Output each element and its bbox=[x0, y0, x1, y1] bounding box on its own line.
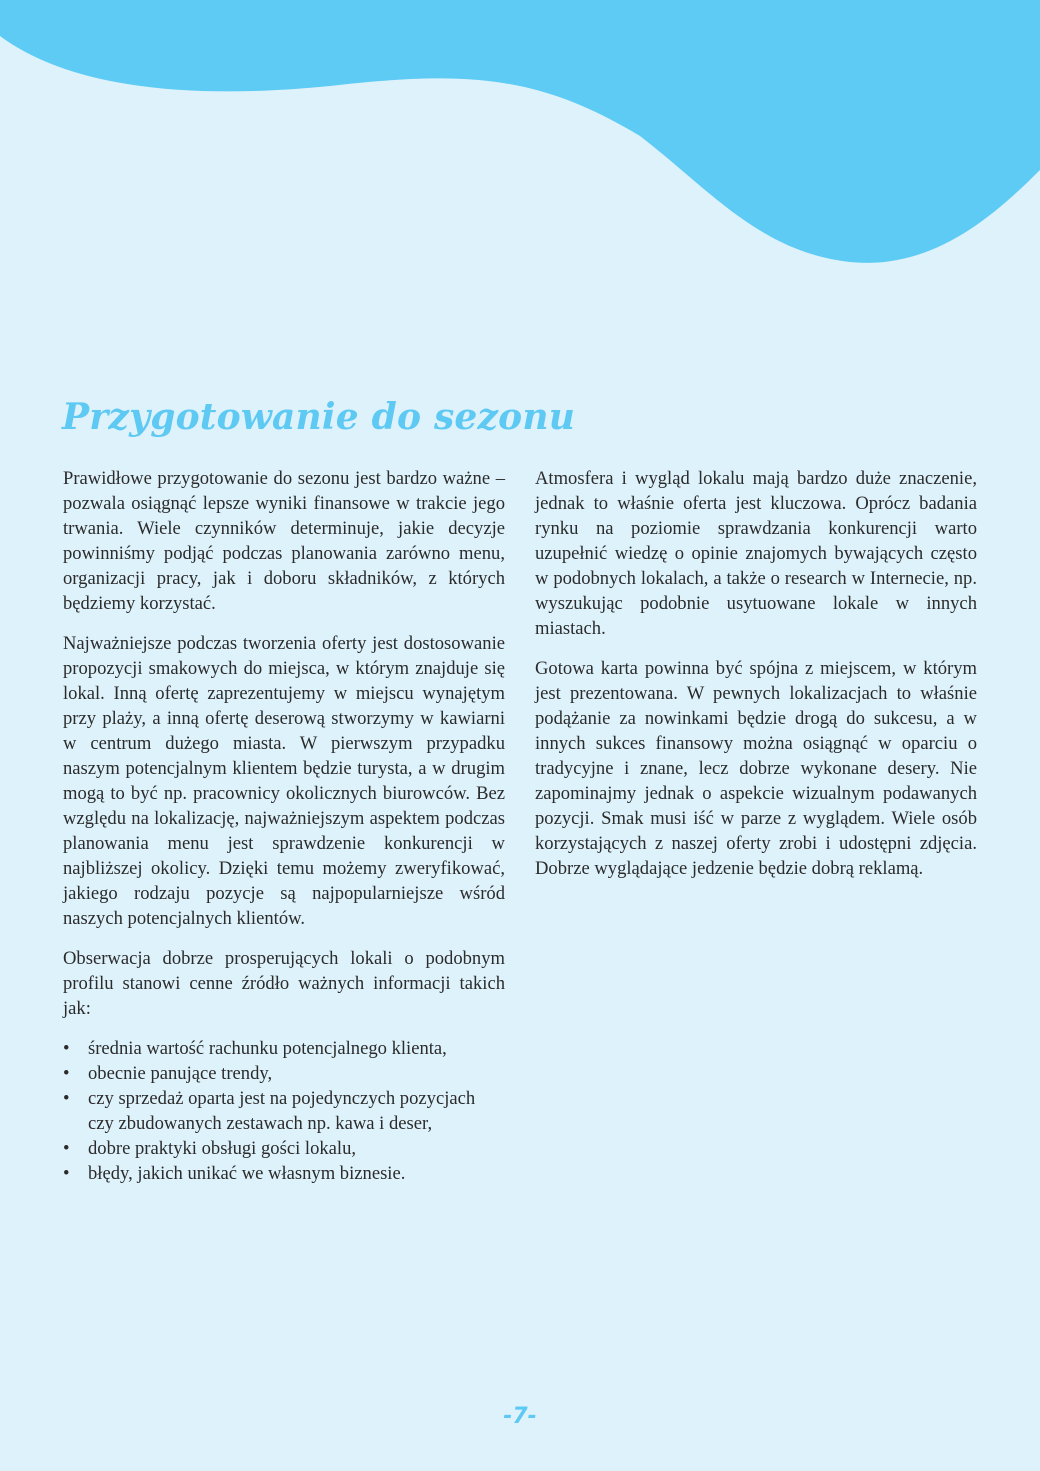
page-title: Przygotowanie do sezonu bbox=[62, 396, 576, 438]
left-column bbox=[63, 466, 505, 1186]
bullet-item bbox=[63, 1136, 505, 1161]
bullet-icon: • bbox=[63, 1038, 70, 1059]
bullet-list bbox=[63, 1036, 505, 1186]
paragraph: Prawidłowe przygotowanie do sezonu jest bardzo ważne – pozwala osiągnąć lepsze wyniki finansowe w trakcie jego trwania. Wiele czynników determinuje, jakie decyzje powinniśmy podjąć podczas planowania zarówno menu, organizacji pracy, jak i doboru składników, z których będziemy korzystać. bbox=[63, 468, 505, 614]
paragraph: Atmosfera i wygląd lokalu mają bardzo duże znaczenie, jednak to właśnie oferta jest kluczowa. Oprócz badania rynku na poziomie sprawdzania konkurencji warto uzupełnić wiedzę o opinie znajomych bywających często w podobnych lokalach, a także o research w Internecie, np. wyszukując podobnie usytuowane lokale w innych miastach. bbox=[535, 468, 977, 639]
wave-shape bbox=[0, 0, 1040, 263]
bullet-item bbox=[63, 1161, 505, 1186]
bullet-item bbox=[63, 1061, 505, 1086]
right-column bbox=[535, 466, 977, 896]
bullet-icon: • bbox=[63, 1163, 70, 1184]
bullet-icon: • bbox=[63, 1063, 70, 1084]
bullet-text: średnia wartość rachunku potencjalnego klienta, bbox=[88, 1038, 447, 1059]
bullet-item bbox=[63, 1036, 505, 1061]
bullet-text: dobre praktyki obsługi gości lokalu, bbox=[88, 1138, 357, 1159]
bullet-text: czy sprzedaż oparta jest na pojedynczych pozycjach czy zbudowanych zestawach np. kawa i deser, bbox=[88, 1088, 476, 1134]
bullet-text: obecnie panujące trendy, bbox=[88, 1063, 273, 1084]
bullet-icon: • bbox=[63, 1138, 70, 1159]
paragraph: Obserwacja dobrze prosperujących lokali o podobnym profilu stanowi cenne źródło ważnych informacji takich jak: bbox=[63, 948, 505, 1019]
paragraph: Najważniejsze podczas tworzenia oferty jest dostosowanie propozycji smakowych do miejsca, w którym znajduje się lokal. Inną ofertę zaprezentujemy w miejscu wynajętym przy plaży, a inną ofertę deserową stworzymy w kawiarni w centrum dużego miasta. W pierwszym przypadku naszym potencjalnym klientem będzie turysta, a w drugim mogą to być np. pracownicy okolicznych biurowców. Bez względu na lokalizację, najważniejszym aspektem podczas planowania menu jest sprawdzenie konkurencji w najbliższej okolicy. Dzięki temu możemy zweryfikować, jakiego rodzaju pozycje są najpopularniejsze wśród naszych potencjalnych klientów. bbox=[63, 633, 505, 929]
page-number: -7- bbox=[503, 1404, 537, 1429]
decorative-wave bbox=[0, 0, 1040, 270]
bullet-item bbox=[63, 1086, 505, 1136]
bullet-text: błędy, jakich unikać we własnym biznesie. bbox=[88, 1163, 406, 1184]
paragraph: Gotowa karta powinna być spójna z miejscem, w którym jest prezentowana. W pewnych lokalizacjach to właśnie podążanie za nowinkami będzie drogą do sukcesu, a w innych sukces finansowy można osiągnąć w oparciu o tradycyjne i znane, lecz dobrze wykonane desery. Nie zapominajmy jednak o aspekcie wizualnym podawanych pozycji. Smak musi iść w parze z wyglądem. Wiele osób korzystających z naszej oferty zrobi i udostępni zdjęcia. Dobrze wyglądające jedzenie będzie dobrą reklamą. bbox=[535, 658, 977, 879]
bullet-icon: • bbox=[63, 1088, 70, 1109]
